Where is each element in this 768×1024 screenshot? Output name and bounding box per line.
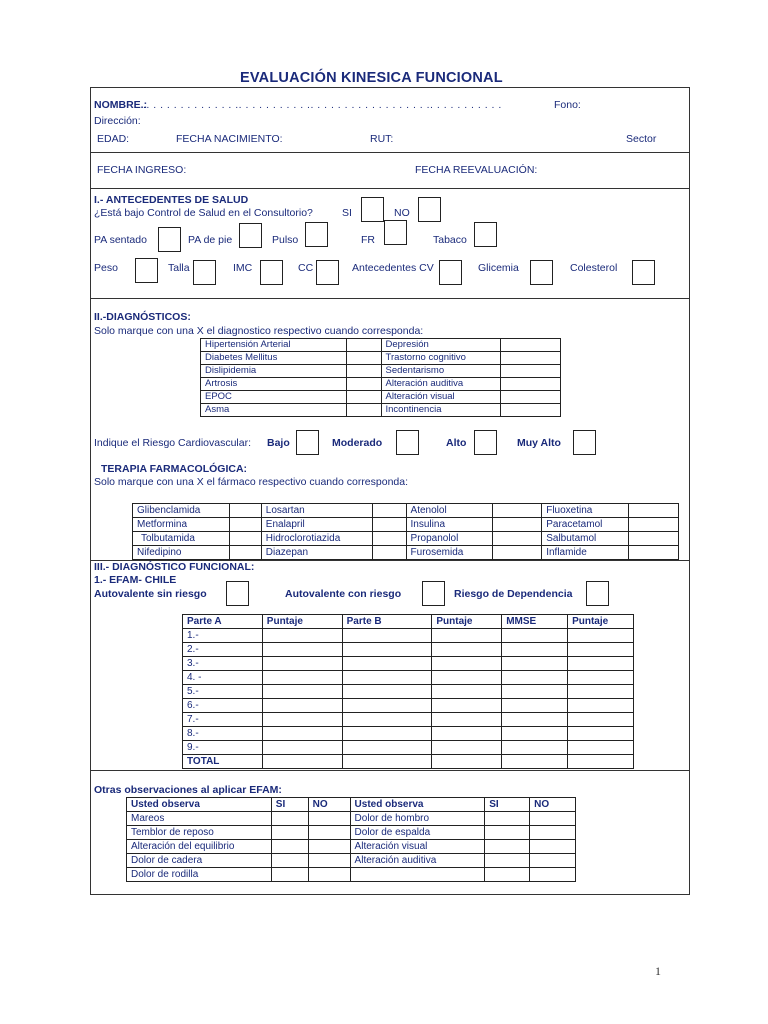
score-cell[interactable] — [502, 727, 568, 741]
rut-label: RUT: — [370, 133, 394, 145]
no-cell[interactable] — [530, 840, 576, 854]
score-cell[interactable] — [432, 657, 502, 671]
table-row — [127, 826, 576, 840]
table-row — [183, 713, 634, 727]
farmaco-mark-cell[interactable] — [229, 546, 261, 560]
no-cell[interactable] — [308, 840, 350, 854]
score-cell[interactable] — [568, 685, 634, 699]
farmaco-name: Hidroclorotiazida — [261, 532, 372, 546]
total-row — [183, 755, 634, 769]
score-cell[interactable] — [262, 727, 342, 741]
pa-sentado-label: PA sentado — [94, 234, 147, 246]
imc-box[interactable] — [260, 260, 283, 285]
pa-de-pie-box[interactable] — [239, 223, 262, 248]
diagnosticos-table — [200, 338, 561, 417]
table-row — [127, 854, 576, 868]
pa-sentado-box[interactable] — [158, 227, 181, 252]
row-label: 8.- — [183, 727, 263, 741]
table-row — [201, 404, 561, 417]
score-cell[interactable] — [568, 671, 634, 685]
riesgo-moderado-box[interactable] — [396, 430, 419, 455]
column-header: NO — [308, 798, 350, 812]
diagnostico-name: Diabetes Mellitus — [201, 352, 347, 365]
farmaco-name: Glibenclamida — [133, 504, 230, 518]
score-cell[interactable] — [502, 755, 568, 769]
farmaco-name: Nifedipino — [133, 546, 230, 560]
row-label: 3.- — [183, 657, 263, 671]
diagnostico-mark-cell[interactable] — [346, 391, 381, 404]
si-label: SI — [342, 207, 352, 219]
diagnostico-name: Asma — [201, 404, 347, 417]
observation-name: Alteración del equilibrio — [127, 840, 272, 854]
farmacos-table — [132, 503, 679, 560]
no-cell[interactable] — [530, 812, 576, 826]
farmaco-mark-cell[interactable] — [493, 546, 542, 560]
riesgo-label: Indique el Riesgo Cardiovascular: — [94, 437, 252, 449]
riesgo-dependencia-box[interactable] — [586, 581, 609, 606]
diagnostico-mark-cell[interactable] — [501, 339, 561, 352]
si-cell[interactable] — [271, 812, 308, 826]
score-cell[interactable] — [432, 629, 502, 643]
score-cell[interactable] — [342, 643, 432, 657]
score-cell[interactable] — [342, 685, 432, 699]
fr-label: FR — [361, 234, 375, 246]
score-cell[interactable] — [502, 699, 568, 713]
divider — [90, 770, 690, 771]
score-cell[interactable] — [568, 699, 634, 713]
row-label: 5.- — [183, 685, 263, 699]
diagnosticos-heading: II.-DIAGNÓSTICOS: — [94, 311, 191, 323]
score-cell[interactable] — [342, 699, 432, 713]
colesterol-label: Colesterol — [570, 262, 618, 274]
diagnostico-mark-cell[interactable] — [346, 365, 381, 378]
farmaco-mark-cell[interactable] — [493, 518, 542, 532]
diagnostico-mark-cell[interactable] — [501, 365, 561, 378]
score-cell[interactable] — [262, 741, 342, 755]
no-cell[interactable] — [530, 868, 576, 882]
fr-box[interactable] — [384, 220, 407, 245]
score-cell[interactable] — [502, 685, 568, 699]
score-cell[interactable] — [262, 685, 342, 699]
score-cell[interactable] — [432, 741, 502, 755]
observation-name: Dolor de cadera — [127, 854, 272, 868]
riesgo-bajo-box[interactable] — [296, 430, 319, 455]
no-cell[interactable] — [308, 854, 350, 868]
farmaco-mark-cell[interactable] — [229, 518, 261, 532]
column-header: Puntaje — [262, 615, 342, 629]
score-cell[interactable] — [568, 643, 634, 657]
diagnostico-mark-cell[interactable] — [346, 378, 381, 391]
diagnostico-name: Trastorno cognitivo — [381, 352, 501, 365]
score-cell[interactable] — [432, 699, 502, 713]
edad-label: EDAD: — [97, 133, 130, 145]
score-cell[interactable] — [262, 755, 342, 769]
fecha-nacimiento-label: FECHA NACIMIENTO: — [176, 133, 283, 145]
diagnostico-mark-cell[interactable] — [501, 404, 561, 417]
score-cell[interactable] — [502, 657, 568, 671]
farmaco-name: Paracetamol — [542, 518, 629, 532]
terapia-instruction: Solo marque con una X el fármaco respectivo cuando corresponda: — [94, 476, 409, 488]
talla-box[interactable] — [193, 260, 216, 285]
farmaco-mark-cell[interactable] — [493, 504, 542, 518]
peso-box[interactable] — [135, 258, 158, 283]
diagnostico-mark-cell[interactable] — [501, 378, 561, 391]
farmaco-mark-cell[interactable] — [629, 546, 679, 560]
table-header-row — [183, 615, 634, 629]
table-row — [201, 365, 561, 378]
column-header: Parte B — [342, 615, 432, 629]
score-cell[interactable] — [262, 657, 342, 671]
table-row — [201, 352, 561, 365]
table-row — [183, 657, 634, 671]
observation-name: Dolor de espalda — [350, 826, 485, 840]
direccion-label: Dirección: — [94, 115, 141, 127]
terapia-heading: TERAPIA FARMACOLÓGICA: — [101, 463, 248, 475]
farmaco-name: Enalapril — [261, 518, 372, 532]
score-cell[interactable] — [568, 755, 634, 769]
si-cell[interactable] — [271, 868, 308, 882]
score-cell[interactable] — [262, 713, 342, 727]
farmaco-mark-cell[interactable] — [629, 532, 679, 546]
si-cell[interactable] — [485, 868, 530, 882]
farmaco-name: Tolbutamida — [133, 532, 230, 546]
nombre-label: NOMBRE.: — [94, 99, 148, 111]
autovalente-con-riesgo-label: Autovalente con riesgo — [285, 588, 402, 600]
observation-name — [350, 868, 485, 882]
row-label: 1.- — [183, 629, 263, 643]
score-cell[interactable] — [568, 727, 634, 741]
fecha-ingreso-label: FECHA INGRESO: — [97, 164, 187, 176]
score-cell[interactable] — [568, 629, 634, 643]
salud-heading: I.- ANTECEDENTES DE SALUD — [94, 194, 249, 206]
column-header: SI — [271, 798, 308, 812]
diagnostico-name: Alteración auditiva — [381, 378, 501, 391]
pulso-label: Pulso — [272, 234, 299, 246]
cc-box[interactable] — [316, 260, 339, 285]
observaciones-table — [126, 797, 576, 882]
table-row — [201, 378, 561, 391]
score-cell[interactable] — [342, 671, 432, 685]
efam-table — [182, 614, 634, 769]
si-cell[interactable] — [271, 854, 308, 868]
farmaco-mark-cell[interactable] — [629, 504, 679, 518]
table-row — [183, 643, 634, 657]
farmaco-name: Atenolol — [406, 504, 493, 518]
si-cell[interactable] — [271, 826, 308, 840]
riesgo-bajo-label: Bajo — [267, 437, 290, 449]
column-header: SI — [485, 798, 530, 812]
score-cell[interactable] — [432, 727, 502, 741]
autovalente-sin-riesgo-label: Autovalente sin riesgo — [94, 588, 207, 600]
riesgo-alto-box[interactable] — [474, 430, 497, 455]
farmaco-mark-cell[interactable] — [229, 504, 261, 518]
observation-name: Dolor de hombro — [350, 812, 485, 826]
score-cell[interactable] — [262, 629, 342, 643]
efam-heading: 1.- EFAM- CHILE — [94, 574, 177, 586]
diagnostico-mark-cell[interactable] — [501, 391, 561, 404]
funcional-heading: III.- DIAGNÓSTICO FUNCIONAL: — [94, 561, 255, 573]
observation-name: Dolor de rodilla — [127, 868, 272, 882]
farmaco-name: Salbutamol — [542, 532, 629, 546]
score-cell[interactable] — [262, 643, 342, 657]
column-header: Puntaje — [568, 615, 634, 629]
column-header: Puntaje — [432, 615, 502, 629]
row-label: 6.- — [183, 699, 263, 713]
colesterol-box[interactable] — [632, 260, 655, 285]
score-cell[interactable] — [342, 713, 432, 727]
column-header: NO — [530, 798, 576, 812]
column-header: Usted observa — [127, 798, 272, 812]
score-cell[interactable] — [262, 699, 342, 713]
diagnostico-name: Sedentarismo — [381, 365, 501, 378]
page-title: EVALUACIÓN KINESICA FUNCIONAL — [240, 70, 503, 86]
table-row — [133, 532, 679, 546]
score-cell[interactable] — [432, 685, 502, 699]
score-cell[interactable] — [568, 713, 634, 727]
table-row — [183, 629, 634, 643]
score-cell[interactable] — [342, 657, 432, 671]
autovalente-con-riesgo-box[interactable] — [422, 581, 445, 606]
riesgo-dependencia-label: Riesgo de Dependencia — [454, 588, 573, 600]
diagnostico-mark-cell[interactable] — [346, 339, 381, 352]
si-checkbox[interactable] — [361, 197, 384, 222]
farmaco-name: Furosemida — [406, 546, 493, 560]
farmaco-name: Propanolol — [406, 532, 493, 546]
farmaco-mark-cell[interactable] — [372, 546, 406, 560]
diagnostico-name: Hipertensión Arterial — [201, 339, 347, 352]
si-cell[interactable] — [485, 854, 530, 868]
column-header: MMSE — [502, 615, 568, 629]
sector-label: Sector — [626, 133, 657, 145]
table-row — [133, 546, 679, 560]
score-cell[interactable] — [502, 629, 568, 643]
farmaco-mark-cell[interactable] — [493, 532, 542, 546]
score-cell[interactable] — [568, 741, 634, 755]
pulso-box[interactable] — [305, 222, 328, 247]
score-cell[interactable] — [432, 755, 502, 769]
table-row — [183, 727, 634, 741]
score-cell[interactable] — [342, 629, 432, 643]
diagnostico-mark-cell[interactable] — [501, 352, 561, 365]
farmaco-name: Diazepan — [261, 546, 372, 560]
table-row — [183, 671, 634, 685]
table-row — [201, 339, 561, 352]
si-cell[interactable] — [485, 812, 530, 826]
score-cell[interactable] — [502, 713, 568, 727]
row-label: 9.- — [183, 741, 263, 755]
riesgo-alto-label: Alto — [446, 437, 467, 449]
farmaco-name: Inflamide — [542, 546, 629, 560]
diagnostico-name: Incontinencia — [381, 404, 501, 417]
farmaco-name: Insulina — [406, 518, 493, 532]
score-cell[interactable] — [342, 741, 432, 755]
diagnostico-mark-cell[interactable] — [346, 404, 381, 417]
observation-name: Alteración visual — [350, 840, 485, 854]
observation-name: Temblor de reposo — [127, 826, 272, 840]
si-cell[interactable] — [271, 840, 308, 854]
glicemia-label: Glicemia — [478, 262, 519, 274]
table-row — [183, 741, 634, 755]
farmaco-mark-cell[interactable] — [372, 518, 406, 532]
farmaco-mark-cell[interactable] — [372, 532, 406, 546]
score-cell[interactable] — [432, 713, 502, 727]
no-cell[interactable] — [530, 854, 576, 868]
table-row — [133, 518, 679, 532]
nombre-field[interactable]: .. . . . . . . . . . . . . .. . . . . . . . . . .. . . . . . . . . . . . . . . . . .. . . . . . . . . . . — [143, 99, 502, 111]
divider — [90, 152, 690, 153]
score-cell[interactable] — [432, 671, 502, 685]
farmaco-mark-cell[interactable] — [629, 518, 679, 532]
riesgo-muy-alto-label: Muy Alto — [517, 437, 561, 449]
riesgo-muy-alto-box[interactable] — [573, 430, 596, 455]
row-label: 2.- — [183, 643, 263, 657]
score-cell[interactable] — [502, 671, 568, 685]
farmaco-name: Fluoxetina — [542, 504, 629, 518]
divider — [90, 298, 690, 299]
farmaco-mark-cell[interactable] — [372, 504, 406, 518]
peso-label: Peso — [94, 262, 118, 274]
total-label: TOTAL — [183, 755, 263, 769]
diagnostico-name: Alteración visual — [381, 391, 501, 404]
diagnosticos-instruction: Solo marque con una X el diagnostico respectivo cuando corresponda: — [94, 325, 424, 337]
fecha-reevaluacion-label: FECHA REEVALUACIÓN: — [415, 164, 538, 176]
observation-name: Alteración auditiva — [350, 854, 485, 868]
score-cell[interactable] — [262, 671, 342, 685]
farmaco-name: Losartan — [261, 504, 372, 518]
column-header: Usted observa — [350, 798, 485, 812]
glicemia-box[interactable] — [530, 260, 553, 285]
table-header-row — [127, 798, 576, 812]
diagnostico-name: EPOC — [201, 391, 347, 404]
autovalente-sin-riesgo-box[interactable] — [226, 581, 249, 606]
table-row — [183, 699, 634, 713]
score-cell[interactable] — [342, 755, 432, 769]
observaciones-heading: Otras observaciones al aplicar EFAM: — [94, 784, 282, 796]
diagnostico-name: Dislipidemia — [201, 365, 347, 378]
cc-label: CC — [298, 262, 314, 274]
column-header: Parte A — [183, 615, 263, 629]
table-row — [133, 504, 679, 518]
no-checkbox[interactable] — [418, 197, 441, 222]
no-cell[interactable] — [308, 826, 350, 840]
imc-label: IMC — [233, 262, 253, 274]
farmaco-mark-cell[interactable] — [229, 532, 261, 546]
row-label: 4. - — [183, 671, 263, 685]
no-cell[interactable] — [530, 826, 576, 840]
score-cell[interactable] — [568, 657, 634, 671]
observation-name: Mareos — [127, 812, 272, 826]
farmaco-name: Metformina — [133, 518, 230, 532]
no-cell[interactable] — [308, 868, 350, 882]
fono-label: Fono: — [554, 99, 581, 111]
riesgo-moderado-label: Moderado — [332, 437, 383, 449]
si-cell[interactable] — [485, 826, 530, 840]
score-cell[interactable] — [432, 643, 502, 657]
tabaco-box[interactable] — [474, 222, 497, 247]
table-row — [127, 868, 576, 882]
score-cell[interactable] — [502, 741, 568, 755]
talla-label: Talla — [168, 262, 190, 274]
no-label: NO — [394, 207, 410, 219]
table-row — [127, 812, 576, 826]
score-cell[interactable] — [342, 727, 432, 741]
table-row — [183, 685, 634, 699]
diagnostico-mark-cell[interactable] — [346, 352, 381, 365]
diagnostico-name: Depresión — [381, 339, 501, 352]
antecedentes-cv-label: Antecedentes CV — [352, 262, 434, 274]
diagnostico-name: Artrosis — [201, 378, 347, 391]
control-question: ¿Está bajo Control de Salud en el Consultorio? — [94, 207, 313, 219]
divider — [90, 188, 690, 189]
no-cell[interactable] — [308, 812, 350, 826]
row-label: 7.- — [183, 713, 263, 727]
antecedentes-cv-box[interactable] — [439, 260, 462, 285]
table-row — [127, 840, 576, 854]
table-row — [201, 391, 561, 404]
pa-de-pie-label: PA de pie — [188, 234, 233, 246]
page-number: 1 — [655, 964, 661, 978]
score-cell[interactable] — [502, 643, 568, 657]
tabaco-label: Tabaco — [433, 234, 467, 246]
si-cell[interactable] — [485, 840, 530, 854]
